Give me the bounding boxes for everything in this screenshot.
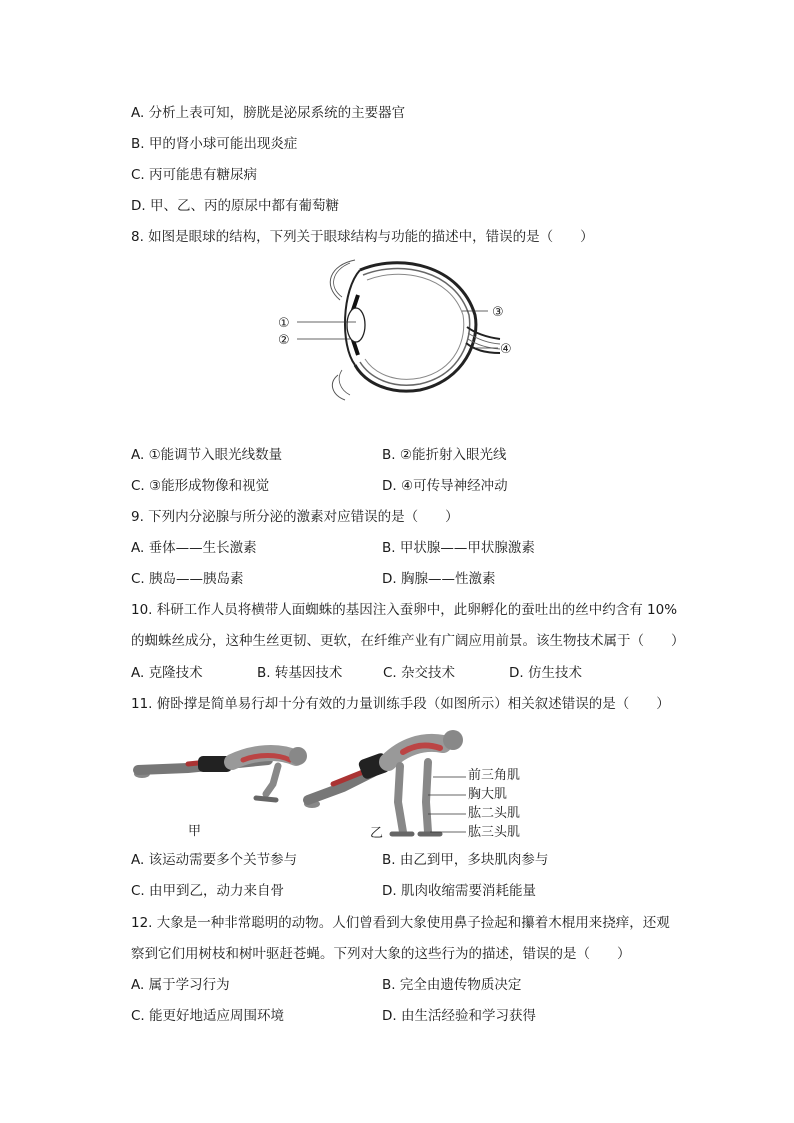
pushup-figure-yi [304, 730, 466, 834]
q9-option-c: C. 胰岛——胰岛素 [131, 571, 244, 587]
q8-option-d: D. ④可传导神经冲动 [382, 478, 508, 494]
figure-label-jia: 甲 [188, 824, 202, 839]
q8-option-a: A. ①能调节入眼光线数量 [131, 447, 283, 463]
eye-label-2: ② [278, 333, 290, 348]
q12-option-d: D. 由生活经验和学习获得 [382, 1008, 536, 1024]
q8-stem: 8. 如图是眼球的结构，下列关于眼球结构与功能的描述中，错误的是（ ） [131, 229, 594, 245]
q11-option-b: B. 由乙到甲，多块肌肉参与 [382, 852, 549, 868]
q12-option-b: B. 完全由遗传物质决定 [382, 977, 522, 993]
muscle-label-pectoralis-major: 胸大肌 [468, 787, 508, 802]
q10-option-b: B. 转基因技术 [257, 665, 343, 681]
eye-label-3: ③ [492, 305, 504, 320]
q12-option-c: C. 能更好地适应周围环境 [131, 1008, 285, 1024]
q11-option-d: D. 肌肉收缩需要消耗能量 [382, 883, 536, 899]
q7-option-a: A. 分析上表可知，膀胱是泌尿系统的主要器官 [131, 105, 406, 121]
q10-option-c: C. 杂交技术 [383, 665, 456, 681]
eyeball-diagram [270, 255, 530, 405]
q9-option-d: D. 胸腺——性激素 [382, 571, 496, 587]
q7-option-b: B. 甲的肾小球可能出现炎症 [131, 136, 298, 152]
q12-stem-line2: 察到它们用树枝和树叶驱赶苍蝇。下列对大象的这些行为的描述，错误的是（ ） [131, 946, 631, 962]
q12-stem-line1: 12. 大象是一种非常聪明的动物。人们曾看到大象使用鼻子捡起和攥着木棍用来挠痒，还观 [131, 915, 670, 931]
eye-label-4: ④ [500, 342, 512, 357]
q12-option-a: A. 属于学习行为 [131, 977, 230, 993]
q8-option-c: C. ③能形成物像和视觉 [131, 478, 270, 494]
q10-stem-line2: 的蜘蛛丝成分，这种生丝更韧、更软，在纤维产业有广阔应用前景。该生物技术属于（ ） [131, 633, 685, 649]
q8-option-b: B. ②能折射入眼光线 [382, 447, 507, 463]
muscle-label-biceps: 肱二头肌 [468, 806, 521, 821]
eye-label-1: ① [278, 316, 290, 331]
q11-stem: 11. 俯卧撑是简单易行却十分有效的力量训练手段（如图所示）相关叙述错误的是（ ） [131, 696, 670, 712]
q7-option-c: C. 丙可能患有糖尿病 [131, 167, 258, 183]
muscle-label-anterior-deltoid: 前三角肌 [468, 768, 521, 783]
muscle-label-triceps: 肱三头肌 [468, 825, 521, 840]
q11-option-c: C. 由甲到乙，动力来自骨 [131, 883, 285, 899]
q7-option-d: D. 甲、乙、丙的原尿中都有葡萄糖 [131, 198, 339, 214]
q10-option-a: A. 克隆技术 [131, 665, 203, 681]
figure-label-yi: 乙 [370, 826, 384, 841]
pushup-figure [128, 722, 468, 842]
q9-option-b: B. 甲状腺——甲状腺激素 [382, 540, 535, 556]
q10-option-d: D. 仿生技术 [509, 665, 582, 681]
q11-option-a: A. 该运动需要多个关节参与 [131, 852, 298, 868]
pushup-figure-jia [134, 747, 307, 800]
q10-stem-line1: 10. 科研工作人员将横带人面蜘蛛的基因注入蚕卵中，此卵孵化的蚕吐出的丝中约含有 10% [131, 602, 678, 618]
q9-stem: 9. 下列内分泌腺与所分泌的激素对应错误的是（ ） [131, 509, 459, 525]
q9-option-a: A. 垂体——生长激素 [131, 540, 257, 556]
